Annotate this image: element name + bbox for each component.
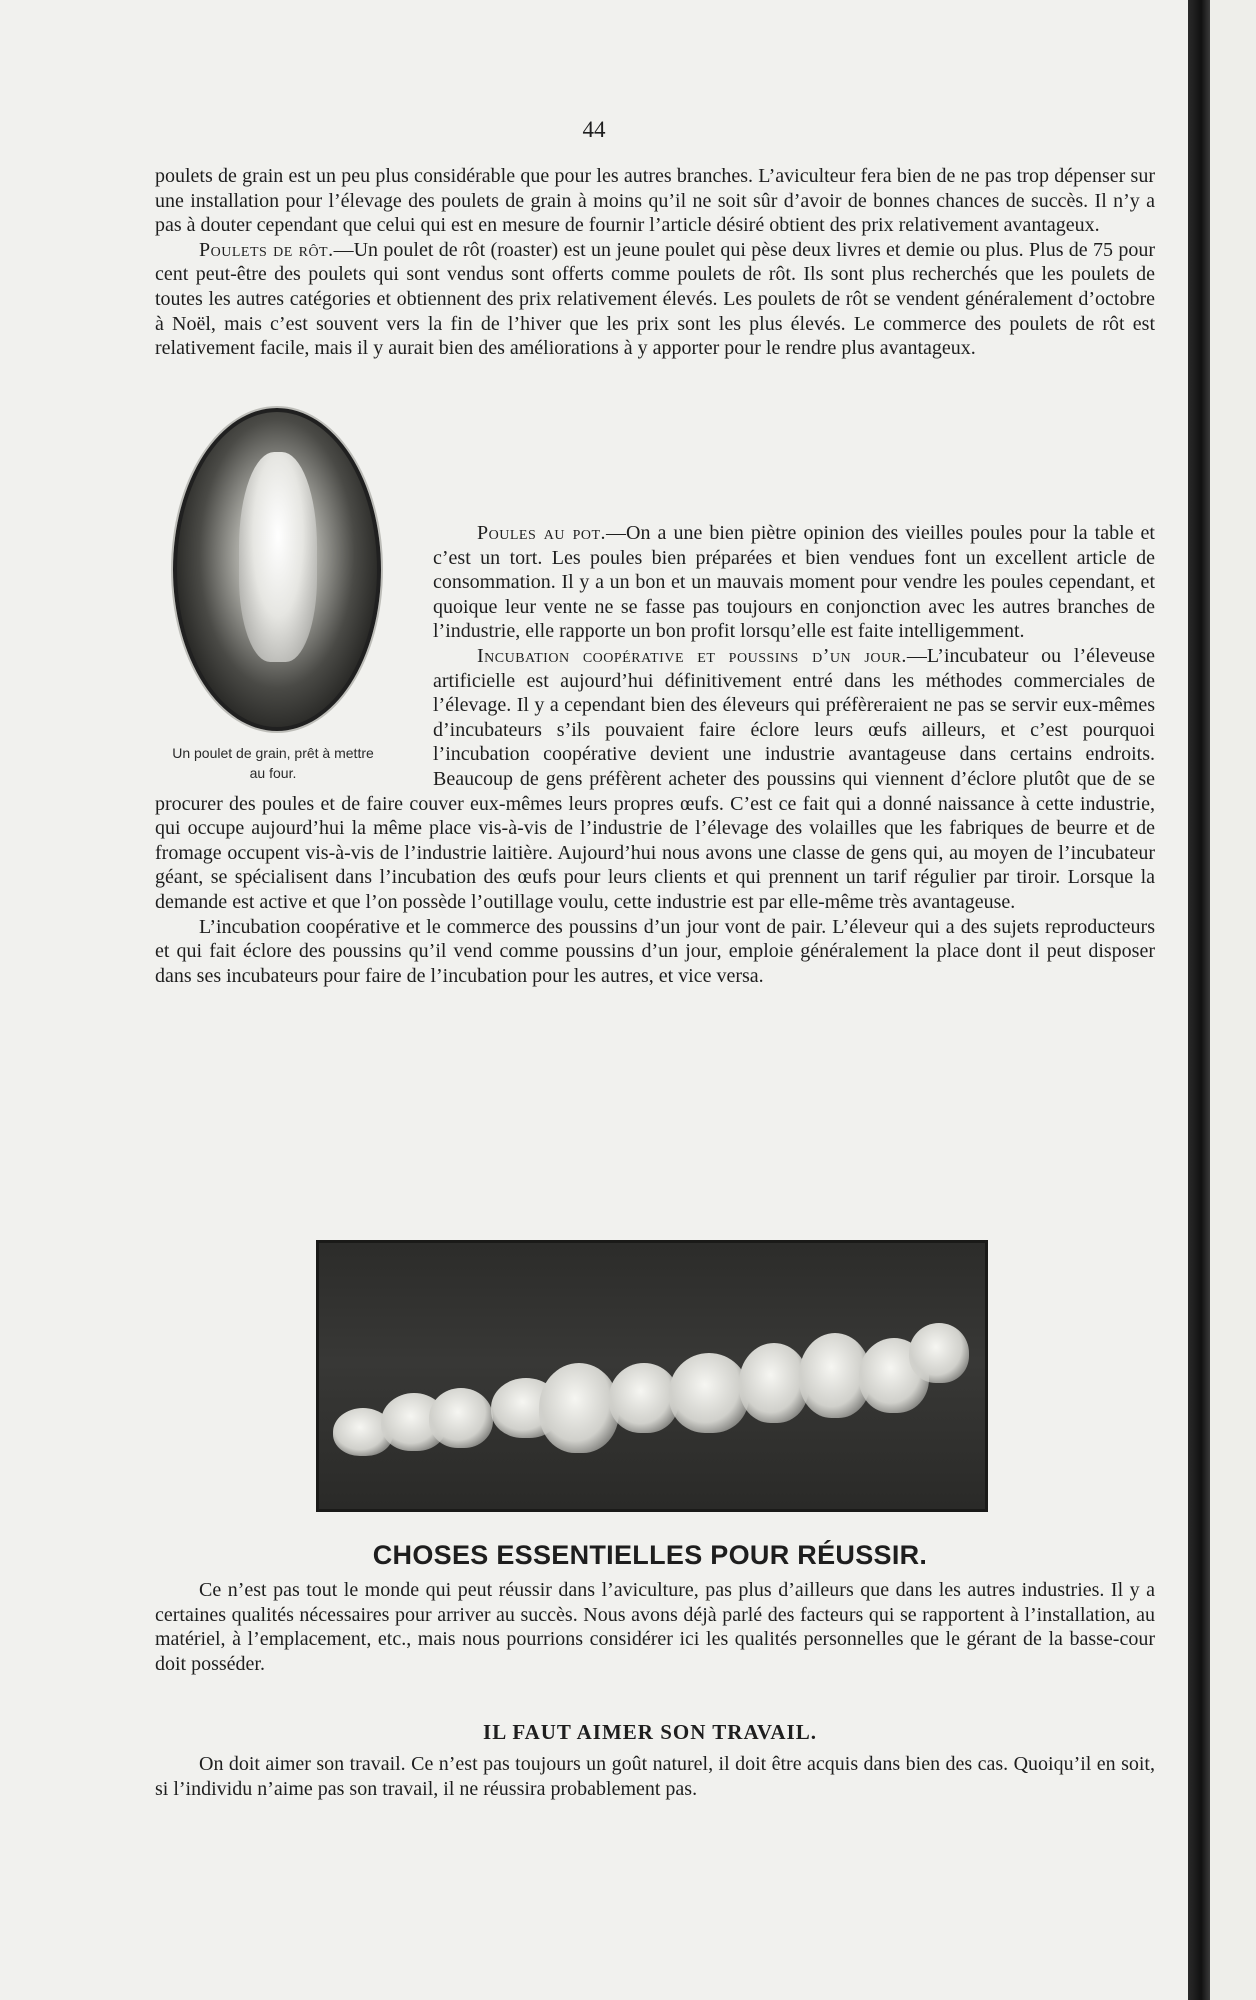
page-number: 44 <box>582 117 606 142</box>
subsection-title: IL FAUT AIMER SON TRAVAIL. <box>483 1720 817 1744</box>
subsection-text: On doit aimer son travail. Ce n’est pas toujours un goût naturel, il doit être acquis dans bien des cas. Quoiqu’il en soit, si l’individu n’aime pas son travail, il ne réussira probablement pas. <box>155 1753 1155 1800</box>
section-text: Ce n’est pas tout le monde qui peut réussir dans l’aviculture, pas plus d’ailleurs que dans les autres industries. Il y a certaines qualités nécessaires pour arriver au succès. Nous avons déjà parlé des facteurs qui se rapportent à l’installation, au matériel, à l’emplacement, etc., mais nous pourrions considérer ici les qualités personnelles que le gérant de la basse-cour doit posséder. <box>155 1579 1155 1675</box>
intro-text: poulets de grain est un peu plus considérable que pour les autres branches. L’aviculteur fera bien de ne pas trop dépenser sur une installation pour l’élevage des poulets de grain à moins qu’il ne soit sûr d’avoir de bonnes chances de succès. Il n’y a pas à douter cependant que celui qui est en mesure de fournir l’article désiré obtient des prix relativement avantageux. <box>155 165 1155 237</box>
book-spine <box>1188 0 1210 2000</box>
pot-heading: Poules au pot. <box>477 522 607 544</box>
roast-heading: Poulets de rôt. <box>199 238 334 261</box>
section-paragraph <box>155 1578 1155 1676</box>
facing-page-edge <box>1210 0 1256 2000</box>
incubation-text: —L’incubateur ou l’éleveuse artificielle est aujourd’hui définitivement entré dans les méthodes commerciales de l’élevage. Il y a cependant bien des éleveurs qui préfèreraient ne pas se servir eux-mêmes d’incubateurs s’ils pouvaient faire éclore leurs œufs ailleurs, et c’est pourquoi l’incubation coopérative devient une industrie avantageuse dans certains endroits. Beaucoup de gens préfèrent acheter des poussins qui viennent d’éclore plutôt que de se procurer des poules et de faire couver eux-mêmes leurs propres œufs. C’est ce fait qui a donné naissance à cette industrie, qui occupe aujourd’hui la même place vis-à-vis de l’industrie de l’élevage des volailles que les fabriques de beurre et de fromage occupent vis-à-vis de l’industrie laitière. Aujourd’hui nous avons une classe de gens qui, au moyen de l’incubateur géant, se spécialisent dans l’incubation des œufs pour leurs clients et qui prennent un tarif régulier par tiroir. Lorsque la demande est active et que l’on possède l’outillage voulu, cette industrie est par elle-même très avantageuse. <box>155 644 1155 913</box>
hen-image <box>539 1363 619 1453</box>
intro-paragraph <box>155 164 1155 361</box>
subsection-paragraph <box>155 1752 1155 1801</box>
hen-image <box>429 1388 493 1448</box>
roast-text: —Un poulet de rôt (roaster) est un jeune poulet qui pèse deux livres et demie ou plus. Plus de 75 pour cent peut-être des poulets qui sont vendus sont offerts comme poulets de rôt. Ils sont plus recherchés que les poulets de toutes les autres catégories et obtiennent des prix relativement élevés. Les poulets de rôt se vendent généralement d’octobre à Noël, mais c’est souvent vers la fin de l’hiver que les prix sont les plus élevés. Le commerce des poulets de rôt est relativement facile, mais il y aurait bien des améliorations à y apporter pour le rendre plus avantageux. <box>155 238 1155 360</box>
roast-paragraph <box>155 238 1155 361</box>
hen-image <box>909 1323 969 1383</box>
section-title: CHOSES ESSENTIELLES POUR RÉUSSIR. <box>372 1540 928 1570</box>
hen-image <box>669 1353 749 1433</box>
incubation-heading: Incubation coopérative et poussins d’un jour. <box>477 644 907 667</box>
incubation-paragraph-2: L’incubation coopérative et le commerce des poussins d’un jour vont de pair. L’éleveur qui a des sujets reproducteurs et qui fait éclore des poussins qu’il vend comme poussins d’un jour, emploie généralement la place dont il peut disposer dans ses incubateurs pour faire de l’incubation pour les autres, et vice versa. <box>155 915 1155 987</box>
hens-photograph <box>316 1240 988 1512</box>
chicken-image <box>239 452 317 662</box>
pot-text: —On a une bien piètre opinion des vieilles poules pour la table et c’est un tort. Les poules bien préparées et bien vendues font un excellent article de consommation. Il y a un bon et un mauvais moment pour vendre les poules cependant, et quoique leur vente ne se fasse pas toujours en conjonction avec les autres branches de l’industrie, elle rapporte un bon profit lorsqu’elle est faite intelligemment. <box>433 522 1155 643</box>
portrait-caption: Un poulet de grain, prêt à mettre au four. <box>172 745 374 781</box>
roast-chicken-portrait <box>173 408 381 731</box>
